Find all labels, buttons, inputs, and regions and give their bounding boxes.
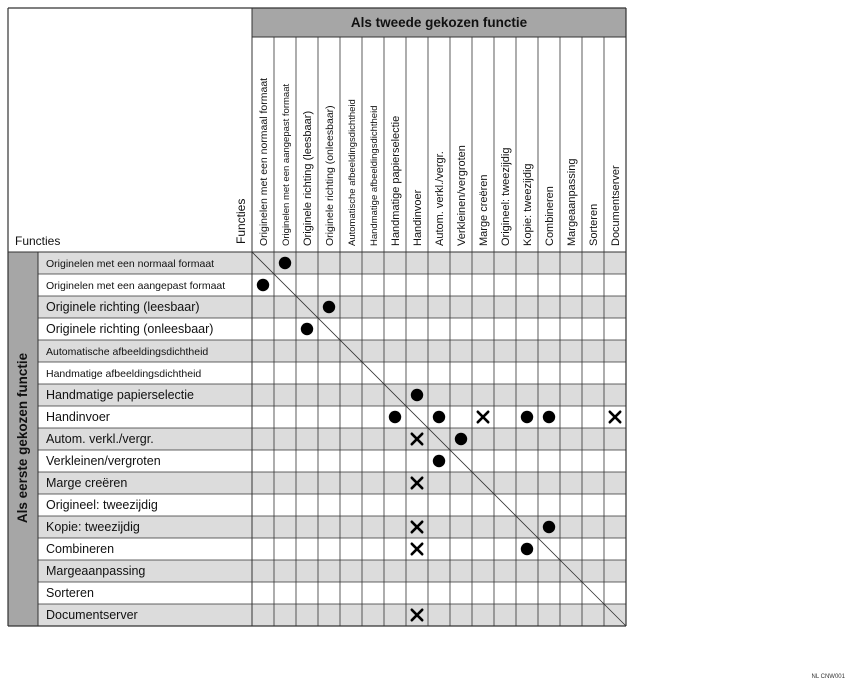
document-code: NL CNW001 <box>811 674 845 680</box>
row-header-label: Handmatige papierselectie <box>46 388 195 402</box>
column-headers <box>258 78 622 246</box>
not-combinable-mark <box>478 412 488 422</box>
combinable-mark <box>257 279 269 291</box>
not-combinable-mark <box>412 544 422 554</box>
column-header-label: Originele richting (leesbaar) <box>302 110 314 246</box>
column-header-label: Documentserver <box>610 165 622 246</box>
row-header-label: Autom. verkl./vergr. <box>46 432 154 446</box>
corner-row-label: Functies <box>15 234 61 248</box>
column-header-label: Handmatige papierselectie <box>390 115 402 246</box>
second-function-title: Als tweede gekozen functie <box>350 15 528 30</box>
combinable-mark <box>521 543 533 555</box>
row-header-label: Originele richting (leesbaar) <box>46 300 200 314</box>
combinable-mark <box>433 455 445 467</box>
row-header-label: Combineren <box>46 542 115 556</box>
column-header-label: Sorteren <box>588 203 600 246</box>
column-header-label: Handmatige afbeeldingsdichtheid <box>369 105 380 246</box>
combinable-mark <box>543 521 555 533</box>
column-header-label: Originelen met een normaal formaat <box>258 77 270 246</box>
row-header-label: Sorteren <box>46 586 94 600</box>
row-header-label: Origineel: tweezijdig <box>46 498 158 512</box>
row-header-label: Margeaanpassing <box>46 564 146 578</box>
row-header-label: Documentserver <box>46 608 138 622</box>
row-header-label: Kopie: tweezijdig <box>46 520 140 534</box>
column-header-label: Marge creëren <box>478 174 490 246</box>
combinable-mark <box>433 411 445 423</box>
column-header-label: Margeaanpassing <box>566 158 578 246</box>
column-header-label: Originelen met een aangepast formaat <box>281 83 292 246</box>
row-header-label: Handinvoer <box>46 410 110 424</box>
row-header-label: Originelen met een aangepast formaat <box>46 280 226 292</box>
column-header-label: Origineel: tweezijdig <box>500 147 512 246</box>
row-header-label: Handmatige afbeeldingsdichtheid <box>46 368 202 380</box>
column-header-label: Automatische afbeeldingsdichtheid <box>347 99 358 246</box>
column-header-label: Handinvoer <box>412 189 424 246</box>
combinable-mark <box>543 411 555 423</box>
column-header-label: Autom. verkl./vergr. <box>434 151 446 246</box>
row-header-label: Verkleinen/vergroten <box>46 454 161 468</box>
combinable-mark <box>301 323 313 335</box>
column-header-label: Combineren <box>544 186 556 246</box>
combinable-mark <box>521 411 533 423</box>
not-combinable-mark <box>610 412 620 422</box>
first-function-title: Als eerste gekozen functie <box>15 352 30 524</box>
combinable-mark <box>389 411 401 423</box>
combinable-mark <box>279 257 291 269</box>
column-header-label: Originele richting (onleesbaar) <box>324 105 336 246</box>
combinable-mark <box>323 301 335 313</box>
row-header-label: Originele richting (onleesbaar) <box>46 322 214 336</box>
combinable-mark <box>411 389 423 401</box>
combinable-mark <box>455 433 467 445</box>
row-header-label: Marge creëren <box>46 476 128 490</box>
row-header-label: Originelen met een normaal formaat <box>46 258 215 270</box>
column-header-label: Verkleinen/vergroten <box>456 145 468 246</box>
column-header-label: Kopie: tweezijdig <box>522 163 534 246</box>
row-header-label: Automatische afbeeldingsdichtheid <box>46 346 209 358</box>
corner-col-label: Functies <box>234 198 248 244</box>
